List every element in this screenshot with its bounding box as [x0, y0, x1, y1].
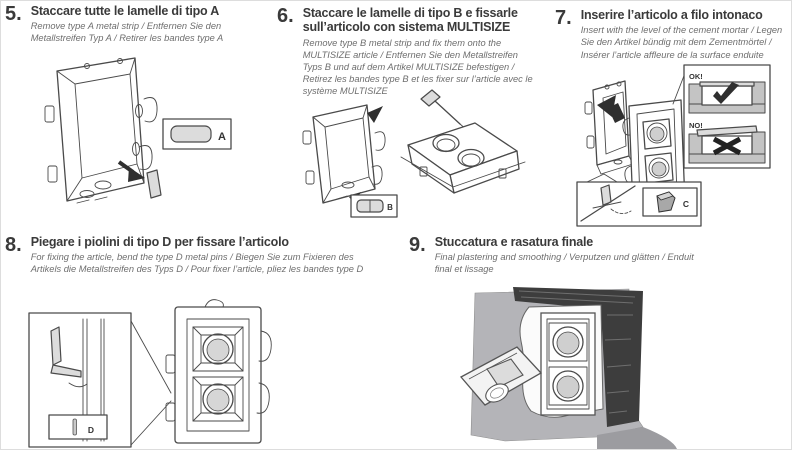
step-8-subtitle: For fixing the article, bend the type D metal pins / Biegen Sie zum Fixieren des Artikels die Metallstreifen des Typs D / Pour fixer l’article, pliez les bandes type D — [30, 252, 364, 275]
article-frame-drawing — [541, 313, 595, 415]
illustration-step9-plastering — [447, 285, 702, 449]
step-7-subtitle: Insert with the level of the cement mortar / Legen Sie den Artikel bündig mit dem Zementmörtel / Insérer l’article affleure de la surface enduite — [580, 25, 783, 60]
step-7-number: 7. — [555, 7, 572, 29]
ok-label: OK! — [689, 72, 703, 81]
backbox-drawing — [303, 105, 385, 203]
no-label: NO! — [689, 121, 703, 130]
step-8 — [5, 235, 371, 276]
legend-letter-a: A — [218, 131, 226, 143]
step-9-subtitle: Final plastering and smoothing / Verputzen und glätten / Enduit final et lissage — [434, 252, 694, 275]
step-5-subtitle: Remove type A metal strip / Entfernen Sie den Metallstreifen Typ A / Retirer les bandes type A — [30, 21, 224, 44]
legend-box-a — [163, 119, 231, 149]
step-5-title: Staccare tutte le lamelle di tipo A — [30, 4, 220, 18]
insertion-arrow — [597, 95, 625, 123]
step-8-number: 8. — [5, 234, 22, 256]
step-6-subtitle: Remove type B metal strip and fix them onto the MULTISIZE article / Entfernen Sie den Metallstreifen Typs B und auf dem Artikel MULTISIZE befestigen / Retirez les bandes type B et les fixer sur l’article avec le système MULTISIZE — [302, 37, 533, 97]
legend-letter-b: B — [387, 203, 393, 212]
step-9-number: 9. — [409, 234, 426, 256]
step-5 — [5, 4, 267, 45]
ok-no-panel — [684, 65, 770, 168]
installed-article-drawing — [166, 300, 271, 443]
legend-letter-d: D — [87, 425, 95, 435]
step-7 — [555, 8, 791, 61]
illustration-step8-pins — [25, 297, 351, 450]
callout-lines-bottom — [587, 174, 617, 182]
step-8-title: Piegare i piolini di tipo D per fissare l’articolo — [30, 235, 289, 249]
legend-box-c — [643, 188, 697, 216]
illustration-step5-backbox — [25, 51, 240, 229]
backbox-drawing — [585, 81, 633, 174]
legend-box-d — [49, 415, 107, 439]
backbox-drawing — [45, 58, 157, 203]
step-9-title: Stuccatura e rasatura finale — [434, 235, 594, 249]
article-block-drawing — [401, 123, 525, 193]
legend-box-b — [351, 195, 397, 217]
illustration-step7-insertion — [563, 58, 792, 230]
step-6-number: 6. — [277, 5, 294, 27]
screwdriver-icon — [421, 90, 467, 130]
step-6 — [277, 6, 539, 97]
legend-letter-c: C — [682, 199, 690, 209]
step-6-title: Staccare le lamelle di tipo B e fissarle sull’articolo con sistema MULTISIZE — [302, 6, 518, 35]
callout-lines — [131, 321, 171, 445]
step-9 — [409, 235, 709, 276]
step-5-number: 5. — [5, 3, 22, 25]
strip-removal-arrow — [119, 162, 161, 198]
step-7-title: Inserire l’articolo a filo intonaco — [580, 8, 763, 22]
illustration-step6-multisize — [293, 87, 543, 227]
